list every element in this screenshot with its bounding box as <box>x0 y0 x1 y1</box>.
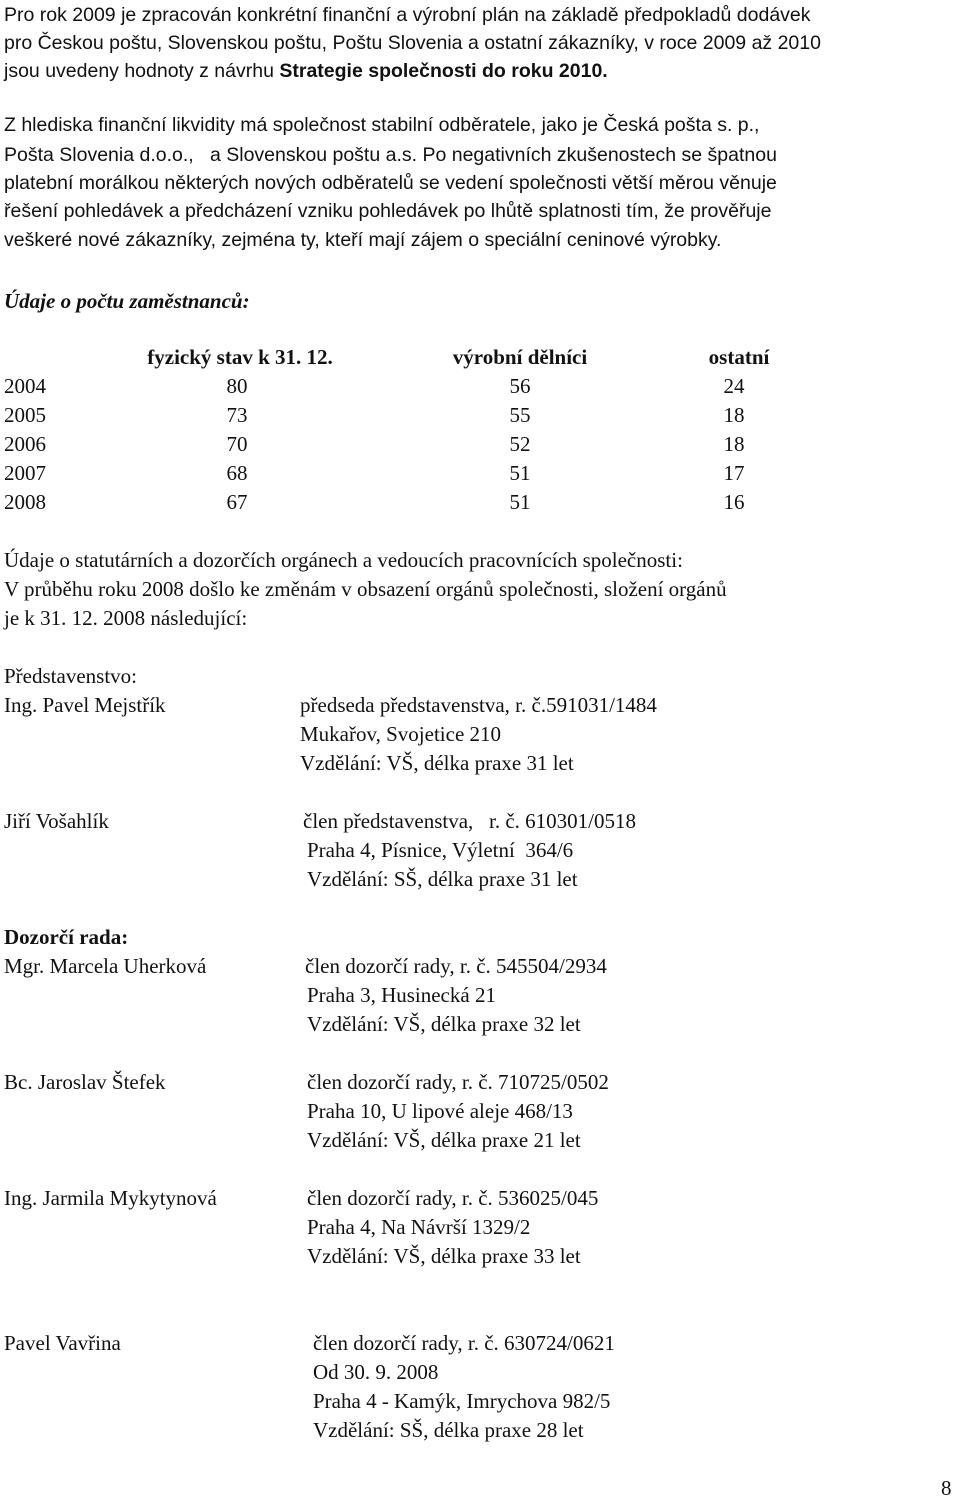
liquidity-line-1: Z hlediska finanční likvidity má společnost stabilní odběratele, jako je Česká pošta s. p., <box>4 114 760 136</box>
other-cell: 17 <box>723 461 745 485</box>
member-role: člen představenstva, r. č. 610301/0518 <box>303 809 637 833</box>
year-cell: 2007 <box>4 461 46 485</box>
member-name: Jiří Vošahlík <box>4 809 109 833</box>
member-address: Praha 4, Na Návrší 1329/2 <box>307 1215 531 1239</box>
member-name: Mgr. Marcela Uherková <box>4 954 207 978</box>
member-role: člen dozorčí rady, r. č. 545504/2934 <box>305 954 607 978</box>
liquidity-line-2 <box>4 144 777 167</box>
member-address: Praha 10, U lipové aleje 468/13 <box>307 1099 573 1123</box>
col-header-headcount: fyzický stav k 31. 12. <box>147 345 333 369</box>
liquidity-line-5: veškeré nové zákazníky, zejména ty, kteří mají zájem o speciální ceninové výrobky. <box>4 229 722 251</box>
year-cell: 2005 <box>4 403 46 427</box>
member-education: Vzdělání: VŠ, délka praxe 21 let <box>307 1128 581 1152</box>
page-number: 8 <box>941 1476 952 1500</box>
member-address: Praha 4, Písnice, Výletní 364/6 <box>307 838 574 862</box>
member-date: Od 30. 9. 2008 <box>313 1360 439 1384</box>
member-role: člen dozorčí rady, r. č. 630724/0621 <box>313 1331 615 1355</box>
member-role: člen dozorčí rady, r. č. 536025/045 <box>307 1186 599 1210</box>
year-cell: 2008 <box>4 490 46 514</box>
headcount-cell: 68 <box>226 461 248 485</box>
col-header-workers: výrobní dělníci <box>452 345 588 369</box>
member-education: Vzdělání: VŠ, délka praxe 31 let <box>300 751 574 775</box>
intro-line-3-text: jsou uvedeny hodnoty z návrhu <box>4 60 280 82</box>
member-education: Vzdělání: VŠ, délka praxe 32 let <box>307 1012 581 1036</box>
year-cell: 2006 <box>4 432 46 456</box>
organs-intro-line-2: je k 31. 12. 2008 následující: <box>4 606 248 630</box>
supervisory-heading: Dozorčí rada: <box>4 925 129 949</box>
intro-line-3 <box>4 60 608 83</box>
headcount-cell: 67 <box>226 490 248 514</box>
liquidity-line-4: řešení pohledávek a předcházení vzniku pohledávek po lhůtě splatnosti tím, že prověřuje <box>4 200 772 222</box>
employees-heading: Údaje o počtu zaměstnanců: <box>4 289 250 313</box>
member-education: Vzdělání: VŠ, délka praxe 33 let <box>307 1244 581 1268</box>
liquidity-line-3: platební morálkou některých nových odběratelů se vedení společnosti větší měrou věnuje <box>4 172 777 194</box>
intro-line-2: pro Českou poštu, Slovenskou poštu, Poštu Slovenia a ostatní zákazníky, v roce 2009 až 2010 <box>4 32 821 54</box>
member-address: Mukařov, Svojetice 210 <box>300 722 502 746</box>
year-cell: 2004 <box>4 374 46 398</box>
member-name: Bc. Jaroslav Štefek <box>4 1070 166 1094</box>
board-heading: Představenstvo: <box>4 664 137 688</box>
member-name: Pavel Vavřina <box>4 1331 121 1355</box>
workers-cell: 52 <box>509 432 531 456</box>
member-education: Vzdělání: SŠ, délka praxe 31 let <box>307 867 578 891</box>
member-role: předseda představenstva, r. č.591031/1484 <box>300 693 657 717</box>
intro-line-1: Pro rok 2009 je zpracován konkrétní finanční a výrobní plán na základě předpokladů dodávek <box>4 4 811 26</box>
member-role: člen dozorčí rady, r. č. 710725/0502 <box>307 1070 609 1094</box>
col-header-other: ostatní <box>708 345 770 369</box>
workers-cell: 55 <box>509 403 531 427</box>
workers-cell: 51 <box>509 490 531 514</box>
organs-heading: Údaje o statutárních a dozorčích orgánech a vedoucích pracovnících společnosti: <box>4 548 683 572</box>
workers-cell: 56 <box>509 374 531 398</box>
strategy-reference: Strategie společnosti do roku 2010. <box>279 60 608 82</box>
other-cell: 24 <box>723 374 745 398</box>
headcount-cell: 70 <box>226 432 248 456</box>
other-cell: 16 <box>723 490 745 514</box>
member-name: Ing. Jarmila Mykytynová <box>4 1186 217 1210</box>
headcount-cell: 73 <box>226 403 248 427</box>
workers-cell: 51 <box>509 461 531 485</box>
organs-intro-line-1: V průběhu roku 2008 došlo ke změnám v obsazení orgánů společnosti, složení orgánů <box>4 577 727 601</box>
liquidity-line-2a: Pošta Slovenia d.o.o., <box>4 144 194 166</box>
liquidity-line-2b: a Slovenskou poštu a.s. <box>209 144 418 166</box>
member-education: Vzdělání: SŠ, délka praxe 28 let <box>313 1418 584 1442</box>
other-cell: 18 <box>723 432 745 456</box>
other-cell: 18 <box>723 403 745 427</box>
member-address: Praha 3, Husinecká 21 <box>307 983 496 1007</box>
liquidity-line-2c: Po negativních zkušenostech se špatnou <box>422 144 777 166</box>
member-address: Praha 4 - Kamýk, Imrychova 982/5 <box>313 1389 611 1413</box>
member-name: Ing. Pavel Mejstřík <box>4 693 166 717</box>
headcount-cell: 80 <box>226 374 248 398</box>
